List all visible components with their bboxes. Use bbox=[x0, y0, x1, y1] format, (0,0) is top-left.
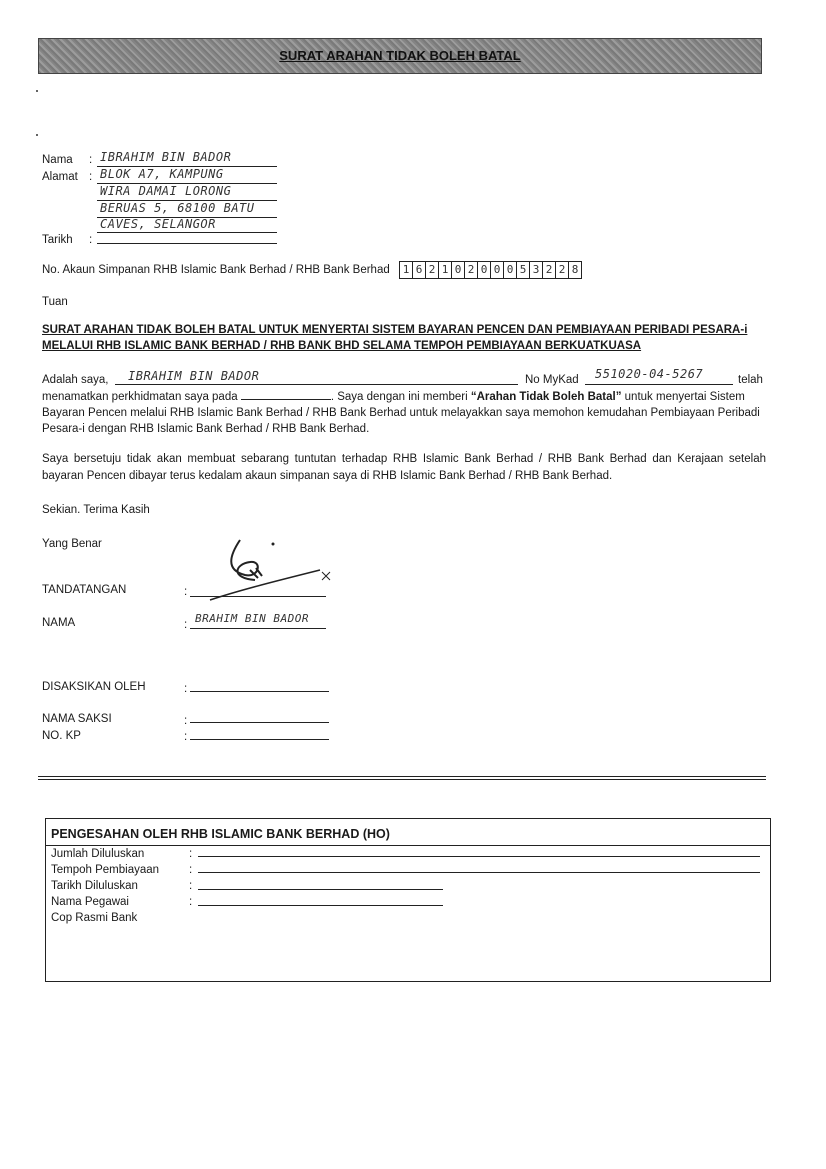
nama-sig-value: BRAHIM BIN BADOR bbox=[195, 612, 309, 625]
account-digit: 2 bbox=[543, 262, 556, 278]
account-digit: 2 bbox=[556, 262, 569, 278]
account-digit: 1 bbox=[400, 262, 413, 278]
p1-text-a: menamatkan perkhidmatan saya pada bbox=[42, 391, 238, 403]
account-digit: 8 bbox=[571, 263, 579, 276]
alamat-line-2: WIRA DAMAI LORONG bbox=[100, 184, 232, 198]
colon: : bbox=[184, 619, 188, 631]
account-digit: 2 bbox=[465, 262, 478, 278]
page-title: SURAT ARAHAN TIDAK BOLEH BATAL bbox=[279, 48, 521, 63]
account-digit: 2 bbox=[426, 262, 439, 278]
bank-confirmation-panel bbox=[45, 818, 771, 982]
tempoh-line bbox=[198, 872, 760, 873]
paragraph-2: Saya bersetuju tidak akan membuat sebarang tuntutan terhadap RHB Islamic Bank Berhad / RHB Bank Berhad dan Kerajaan setelah bayaran Pencen dibayar terus kedalam akaun simpanan saya di RHB Islamic Bank Berhad / RHB Bank Berhad. bbox=[42, 453, 766, 482]
colon: : bbox=[189, 848, 193, 860]
colon: : bbox=[189, 864, 193, 876]
signature-image bbox=[200, 530, 350, 610]
alamat-line-1: BLOK A7, KAMPUNG bbox=[100, 167, 224, 181]
nama-sig-line bbox=[190, 628, 326, 629]
account-number-boxes bbox=[399, 261, 582, 279]
account-digit: 0 bbox=[478, 262, 491, 278]
scan-dot bbox=[36, 90, 38, 92]
panel-title-divider bbox=[46, 845, 770, 846]
alamat-label: Alamat bbox=[42, 171, 78, 183]
section-separator bbox=[38, 776, 766, 780]
no-kp-line bbox=[190, 739, 329, 740]
jumlah-line bbox=[198, 856, 760, 857]
colon: : bbox=[189, 896, 193, 908]
nama-pegawai-line bbox=[198, 905, 443, 906]
tarikh-line bbox=[97, 243, 277, 244]
account-digit: 0 bbox=[491, 262, 504, 278]
account-digit: 6 bbox=[413, 262, 426, 278]
colon: : bbox=[184, 683, 188, 695]
colon: : bbox=[184, 586, 188, 598]
name-fill: IBRAHIM BIN BADOR bbox=[128, 369, 260, 383]
subject-title: SURAT ARAHAN TIDAK BOLEH BATAL UNTUK MENYERTAI SISTEM BAYARAN PENCEN DAN PEMBIAYAAN PERIBADI PESARA-i MELALUI RHB ISLAMIC BANK BERHAD / RHB BANK BHD SELAMA TEMPOH PEMBIAYAAN BERKUATKUASA bbox=[42, 324, 748, 352]
salutation: Tuan bbox=[42, 296, 68, 308]
paragraph-1-line-3: Bayaran Pencen melalui RHB Islamic Bank Berhad / RHB Bank Berhad untuk melayakkan saya memohon kemudahan Pembiayaan Peribadi bbox=[42, 407, 760, 419]
jumlah-label: Jumlah Diluluskan bbox=[51, 848, 145, 860]
alamat-line-3: BERUAS 5, 68100 BATU bbox=[100, 201, 255, 215]
disaksikan-label: DISAKSIKAN OLEH bbox=[42, 681, 146, 693]
name-fill-line bbox=[115, 384, 518, 385]
mykad-value: 551020-04-5267 bbox=[595, 367, 704, 381]
account-digit: 5 bbox=[517, 262, 530, 278]
account-digit: 1 bbox=[439, 262, 452, 278]
colon: : bbox=[184, 731, 188, 743]
nama-label: Nama bbox=[42, 154, 73, 166]
colon: : bbox=[184, 715, 188, 727]
panel-title: PENGESAHAN OLEH RHB ISLAMIC BANK BERHAD (HO) bbox=[51, 827, 390, 841]
tandatangan-label: TANDATANGAN bbox=[42, 584, 127, 596]
alamat-line-4: CAVES, SELANGOR bbox=[100, 217, 216, 231]
account-digit: 3 bbox=[530, 262, 543, 278]
tarikh-diluluskan-label: Tarikh Diluluskan bbox=[51, 880, 138, 892]
p1-text-c: untuk menyertai Sistem bbox=[624, 391, 745, 403]
scan-dot bbox=[36, 134, 38, 136]
colon: : bbox=[89, 234, 93, 246]
tarikh-diluluskan-line bbox=[198, 889, 443, 890]
account-digit: 0 bbox=[452, 262, 465, 278]
nama-sig-label: NAMA bbox=[42, 617, 76, 629]
cop-rasmi-label: Cop Rasmi Bank bbox=[51, 912, 138, 924]
colon: : bbox=[89, 154, 93, 166]
nama-saksi-line bbox=[190, 722, 329, 723]
mykad-label: No MyKad bbox=[525, 374, 579, 386]
nama-pegawai-label: Nama Pegawai bbox=[51, 896, 129, 908]
nama-value: IBRAHIM BIN BADOR bbox=[100, 150, 232, 164]
p1-text-b: . Saya dengan ini memberi bbox=[330, 391, 468, 403]
account-label: No. Akaun Simpanan RHB Islamic Bank Berhad / RHB Bank Berhad bbox=[42, 264, 390, 276]
disaksikan-line bbox=[190, 691, 329, 692]
closing: Sekian. Terima Kasih bbox=[42, 504, 150, 516]
nama-saksi-label: NAMA SAKSI bbox=[42, 713, 112, 725]
telah: telah bbox=[738, 374, 763, 386]
colon: : bbox=[189, 880, 193, 892]
alamat-underline bbox=[97, 232, 277, 233]
mykad-line bbox=[585, 384, 733, 385]
account-digit: 0 bbox=[504, 262, 517, 278]
tempoh-label: Tempoh Pembiayaan bbox=[51, 864, 160, 876]
tarikh-label: Tarikh bbox=[42, 234, 73, 246]
adalah-saya: Adalah saya, bbox=[42, 374, 109, 386]
header-bar bbox=[38, 38, 762, 74]
no-kp-label: NO. KP bbox=[42, 730, 81, 742]
yang-benar: Yang Benar bbox=[42, 538, 102, 550]
colon: : bbox=[89, 171, 93, 183]
paragraph-1-line-2 bbox=[42, 389, 745, 406]
p1-bold: “Arahan Tidak Boleh Batal” bbox=[470, 391, 622, 403]
retire-date-line bbox=[241, 389, 331, 400]
paragraph-1-line-4: Pesara-i dengan RHB Islamic Bank Berhad / RHB Bank Berhad. bbox=[42, 423, 370, 435]
